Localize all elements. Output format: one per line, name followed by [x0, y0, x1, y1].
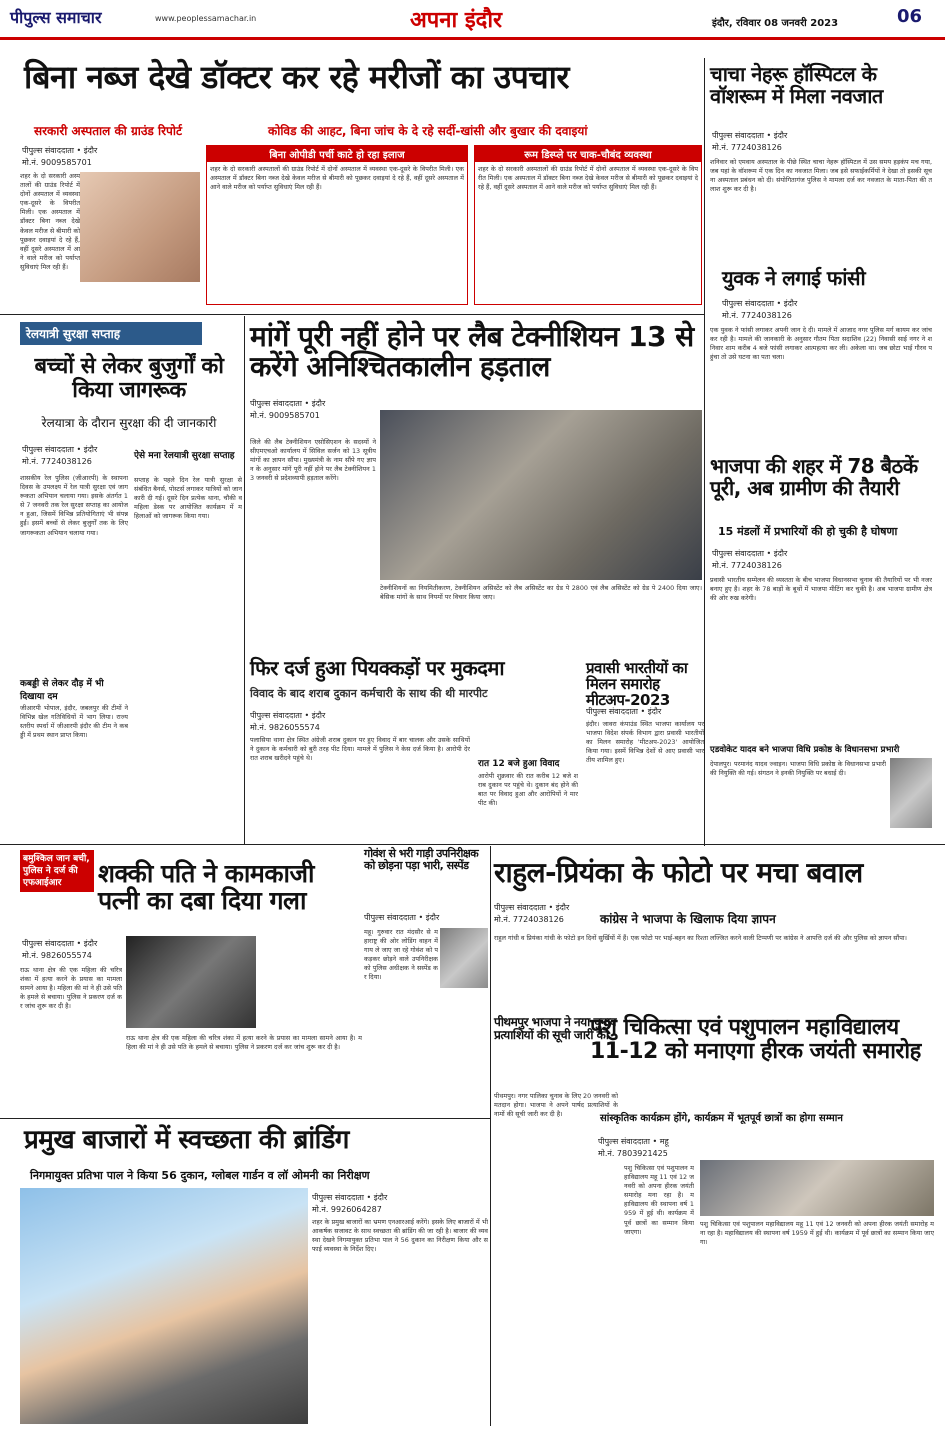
bjp-body: प्रवासी भारतीय सम्मेलन की व्यस्तता के बीच भाजपा विधानसभा चुनाव की तैयारियों पर भी नजर बनाए हुए है। शहर के 78 बाड़ों के बूथों में भाजपा मीटिंग कर चुकी है। अब भाजपा ग्रामीण क्षेत्र की ओर रुख करेगी।	[710, 576, 932, 603]
vet-body: पशु चिकित्सा एवं पशुपालन महाविद्यालय महू 11 एवं 12 जनवरी को अपना हीरक जयंती समारोह मना रहा है। महाविद्यालय की स्थापना वर्ष 1959 में हुई थी। कार्यक्रम में पूर्व छात्रों का सम्मान किया जाएगा।	[624, 1164, 694, 1236]
rail-byline	[22, 444, 97, 468]
rail-side-title: ऐसे मना रेलयात्री सुरक्षा सप्ताह	[134, 451, 235, 461]
lab-body: जिले की लैब टेक्नीशियन एसोसिएशन के सदस्यों ने सीएमएचओ कार्यालय में सिविल सर्जन को 13 सूत्रीय मांगों का ज्ञापन सौंपा। मुख्यमंत्री के नाम सौंपे गए ज्ञापन के अनुसार मांगें पूरी नहीं होने पर लैब टेक्नीशियन 13 जनवरी से प्रदेशव्यापी हड़ताल करेंगे।	[250, 438, 376, 483]
shakki-body-2: राऊ थाना क्षेत्र की एक महिला की चरित्र शंका में हत्या करने के प्रयास का मामला सामने आया है। महिला की मां ने ही उसे पति के हमले से बचाया। पुलिस ने प्रकरण दर्ज कर जांच शुरू कर दी है।	[126, 1034, 362, 1052]
nri-byline: पीपुल्स संवाददाता • इंदौर	[586, 707, 662, 716]
page-number: 06	[897, 6, 923, 27]
vet-body-2: पशु चिकित्सा एवं पशुपालन महाविद्यालय महू 11 एवं 12 जनवरी को अपना हीरक जयंती समारोह मना रहा है। महाविद्यालय की स्थापना वर्ष 1959 में हुई थी। कार्यक्रम में पूर्व छात्रों का सम्मान किया जाएगा।	[700, 1220, 934, 1247]
lead-box2-title: रूम डिस्प्ले पर चाक-चौबंद व्यवस्था	[475, 146, 701, 162]
rail-kabaddi-title: कबड्डी से लेकर दौड़ में भी दिखाया दम	[20, 679, 104, 702]
lead-sub2: कोविड की आहट, बिना जांच के दे रहे सर्दी-खांसी और बुखार की दवाइयां	[268, 124, 588, 138]
yuvak-headline: युवक ने लगाई फांसी	[722, 266, 866, 290]
lead-box1	[206, 145, 468, 305]
lead-box1-body: शहर के दो सरकारी अस्पतालों की ग्राउंड रिपोर्ट में दोनों अस्पताल में व्यवस्था एक-दूसरे के विपरीत मिली। एक अस्पताल में डॉक्टर बिना नब्ज देखे केवल मरीज से बीमारी को पूछकर दवाइयां दे रहे हैं, वहीं दूसरे अस्पताल में आने वाले मरीज को पर्याप्त सुविधाएं मिल रही हैं।	[210, 165, 464, 192]
divider	[704, 58, 705, 846]
lab-byline	[250, 398, 325, 422]
paper-url: www.peoplessamachar.in	[155, 14, 257, 23]
lead-box2	[474, 145, 702, 305]
byline: पीपुल्स संवाददाता • इंदौर	[494, 903, 570, 912]
byline: पीपुल्स संवाददाता • महू	[598, 1137, 669, 1146]
rahul-headline: राहुल-प्रियंका के फोटो पर मचा बवाल	[494, 856, 863, 889]
drunk-headline: फिर दर्ज हुआ पियक्कड़ों पर मुकदमा	[250, 656, 505, 680]
byline: पीपुल्स संवाददाता • इंदौर	[250, 711, 326, 720]
shakki-tag: बमुश्किल जान बची, पुलिस ने दर्ज की एफआईआर	[20, 850, 94, 892]
rail-tag: रेलयात्री सुरक्षा सप्ताह	[20, 322, 202, 345]
vet-byline	[598, 1136, 669, 1160]
lead-body: शहर के दो सरकारी अस्पतालों की ग्राउंड रिपोर्ट में दोनों अस्पताल में व्यवस्था एक-दूसरे के विपरीत मिली। एक अस्पताल में डॉक्टर बिना नब्ज देखे केवल मरीज से बीमारी को पूछकर दवाइयां दे रहे हैं, वहीं दूसरे अस्पताल में आने वाले मरीज को पर्याप्त सुविधाएं मिल रही हैं।	[20, 172, 80, 271]
mobile: मो.नं. 9826055574	[22, 951, 92, 960]
pulse-photo	[80, 172, 200, 282]
byline: पीपुल्स संवाददाता • इंदौर	[712, 131, 788, 140]
rail-kabaddi-body: जीआरपी भोपाल, इंदौर, जबलपुर की टीमों ने विभिन्न खेल गतिविधियों में भाग लिया। राज्य स्तरीय स्पर्धा में जीआरपी इंदौर की टीम ने कबड्डी में प्रथम स्थान प्राप्त किया।	[20, 704, 128, 740]
divider	[0, 844, 945, 845]
nri-body: इंदौर। जावरा कंपाउंड स्थित भाजपा कार्यालय पर भाजपा विदेश संपर्क विभाग द्वारा प्रवासी भारतीयों का मिलन समारोह 'मीटअप-2023' आयोजित किया गया। इसमें विभिन्न देशों से आए प्रवासी भारतीय शामिल हुए।	[586, 720, 704, 765]
mobile: मो.नं. 7724038126	[22, 457, 92, 466]
byline: पीपुल्स संवाददाता • इंदौर	[22, 939, 98, 948]
rail-body: शासकीय रेल पुलिस (जीआरपी) के स्थापना दिवस के उपलक्ष्य में रेल यात्री सुरक्षा एवं जागरूकता अभियान चलाया गया। इसके अंतर्गत 1 से 7 जनवरी तक रेल सुरक्षा सप्ताह का आयोजन हुआ, जिसमें विभिन्न प्रतियोगिताएं भी संपन्न हुईं। इसमें बच्चों से लेकर बुजुर्गों तक के लिए जागरूकता अभियान चलाया गया।	[20, 474, 128, 537]
officer-photo	[440, 928, 488, 988]
lead-headline: बिना नब्ज देखे डॉक्टर कर रहे मरीजों का उपचार	[24, 58, 570, 96]
nri-headline: प्रवासी भारतीयों का मिलन समारोह मीटअप-2023	[586, 659, 688, 710]
mobile: मो.नं. 9926064287	[312, 1205, 382, 1214]
drunk-night-body: आरोपी शुक्रवार की रात करीब 12 बजे शराब दुकान पर पहुंचे थे। दुकान बंद होने की बात पर विवाद हुआ और आरोपियों ने मारपीट की।	[478, 772, 578, 808]
issue-date: इंदौर, रविवार 08 जनवरी 2023	[712, 18, 839, 29]
byline: पीपुल्स संवाददाता • इंदौर	[712, 549, 788, 558]
gauvansh-headline: गोवंश से भरी गाड़ी उपनिरीक्षक को छोड़ना पड़ा भारी, सस्पेंड	[364, 847, 479, 872]
lab-headline: मांगें पूरी नहीं होने पर लैब टेक्नीशियन 13 से करेंगे अनिश्चितकालीन हड़ताल	[250, 320, 694, 384]
bjp-sub: 15 मंडलों में प्रभारियों की हो चुकी है घोषणा	[718, 525, 898, 538]
bjp-byline	[712, 548, 787, 572]
market-byline	[312, 1192, 387, 1216]
mobile: मो.नं. 9009585701	[250, 411, 320, 420]
lead-byline	[22, 145, 192, 169]
market-body: शहर के प्रमुख बाजारों का भ्रमण एनआरआई करेंगे। इसके लिए बाजारों में भी आकर्षक सजावट के साथ स्वच्छता की ब्रांडिंग की जा रही है। बाजार की व्यवस्था देखने निगमायुक्त प्रतिभा पाल ने 56 दुकान का निरीक्षण किया और सफाई व्यवस्था के निर्देश दिए।	[312, 1218, 488, 1254]
shakki-byline	[22, 938, 97, 962]
shakki-photo	[126, 936, 256, 1028]
drunk-sub: विवाद के बाद शराब दुकान कर्मचारी के साथ की थी मारपीट	[250, 687, 488, 700]
shakki-headline: शक्की पति ने कामकाजी पत्नी का दबा दिया गला	[98, 859, 315, 915]
lab-caption: टेक्नीशियनों का नियमितीकरण, टेक्नीशियन असिस्टेंट को लैब असिस्टेंट का ग्रेड पे 2800 एवं लैब असिस्टेंट को ग्रेड पे 2400 दिया जाए। बेसिक मांगों के साथ नियमों पर विचार किया जाए।	[380, 584, 702, 602]
drunk-body: पलासिया थाना क्षेत्र स्थित अंग्रेजी शराब दुकान पर हुए विवाद में बार चालक और उसके साथियों ने दुकान के कर्मचारी को बुरी तरह पीट दिया। मामले में पुलिस ने केस दर्ज किया है। आरोपी देर रात शराब खरीदने पहुंचे थे।	[250, 736, 470, 763]
gauvansh-body: महू। गुरुवार रात मंदसौर से महाराष्ट्र की ओर लोडिंग वाहन में गाय ले जाए जा रहे गोवंश को पकड़कर छोड़ने वाले उपनिरीक्षक को पुलिस अधीक्षक ने सस्पेंड कर दिया।	[364, 928, 438, 982]
vet-photo	[700, 1160, 934, 1216]
bjp-headline: भाजपा की शहर में 78 बैठकें पूरी, अब ग्रामीण की तैयारी	[710, 454, 918, 500]
mobile: मो.नं. 7724038126	[712, 561, 782, 570]
pith-body: पीथमपुर। नगर पालिका चुनाव के लिए 20 जनवरी को मतदान होगा। भाजपा ने अपने पार्षद प्रत्याशियों के नामों की सूची जारी कर दी है।	[494, 1092, 618, 1119]
yuvak-byline	[722, 298, 797, 322]
bjp-extra-title: एडवोकेट यादव बने भाजपा विधि प्रकोष्ठ के विधानसभा प्रभारी	[710, 745, 900, 755]
market-headline: प्रमुख बाजारों में स्वच्छता की ब्रांडिंग	[24, 1125, 349, 1155]
rail-headline: बच्चों से लेकर बुजुर्गों को किया जागरूक	[34, 354, 224, 403]
byline: पीपुल्स संवाददाता • इंदौर	[22, 445, 98, 454]
masthead	[0, 0, 945, 40]
drunk-night-title: रात 12 बजे हुआ विवाद	[478, 759, 560, 769]
advocate-photo	[890, 758, 932, 828]
mobile: मो.नं. 7724038126	[712, 143, 782, 152]
market-sub: निगमायुक्त प्रतिभा पाल ने किया 56 दुकान, ग्लोबल गार्डन व लॉ ओमनी का निरीक्षण	[30, 1169, 370, 1182]
divider	[0, 314, 704, 315]
byline: पीपुल्स संवाददाता • इंदौर	[22, 146, 98, 155]
rail-side-body: सप्ताह के पहले दिन रेल यात्री सुरक्षा से संबंधित बैनर्स, पोस्टर्स लगाकर यात्रियों को जानकारी दी गई। दूसरे दिन प्रत्येक थाना, चौकी व महिला डेस्क पर आयोजित कार्यक्रम में महिलाओं को जागरूक किया गया।	[134, 476, 242, 521]
shakki-body: राऊ थाना क्षेत्र की एक महिला की चरित्र शंका में हत्या करने के प्रयास का मामला सामने आया है। महिला की मां ने ही उसे पति के हमले से बचाया। पुलिस ने प्रकरण दर्ज कर जांच शुरू कर दी है।	[20, 966, 122, 1011]
lead-sub1: सरकारी अस्पताल की ग्राउंड रिपोर्ट	[34, 124, 182, 138]
mobile: मो.नं. 9009585701	[22, 158, 92, 167]
rahul-body: राहुल गांधी व प्रियंका गांधी के फोटो इन दिनों सुर्खियों में हैं। एक फोटो पर भाई-बहन का रिश्ता लज्जित करने वाली टिप्पणी पर कांग्रेस ने आपत्ति दर्ज की और पुलिस को ज्ञापन सौंपा।	[494, 934, 907, 942]
lead-box1-title: बिना ओपीडी पर्ची काटे हो रहा इलाज	[207, 146, 467, 162]
rahul-sub: कांग्रेस ने भाजपा के खिलाफ दिया ज्ञापन	[600, 912, 776, 926]
mobile: मो.नं. 7724038126	[722, 311, 792, 320]
rahul-byline	[494, 902, 569, 926]
byline: पीपुल्स संवाददाता • इंदौर	[722, 299, 798, 308]
section-title: अपना इंदौर	[410, 8, 503, 33]
chacha-body: शनिवार को एमवाय अस्पताल के पीछे स्थित चाचा नेहरू हॉस्पिटल में उस समय हड़कंप मच गया, जब यहां के वॉशरूम में एक दिन का नवजात मिला। जब इसे सफाईकर्मियों ने देखा तो इसकी सूचना अस्पताल प्रबंधन को दी। संयोगितागंज पुलिस ने मामला दर्ज कर नवजात के माता-पिता की तलाश शुरू कर दी है।	[710, 158, 932, 194]
byline: पीपुल्स संवाददाता • इंदौर	[250, 399, 326, 408]
yuvak-body: एक युवक ने फांसी लगाकर अपनी जान दे दी। मामले में आजाद नगर पुलिस मर्ग कायम कर जांच कर रही है। मामले की जानकारी के अनुसार गौतम पिता सदाशिव (22) निवासी साई नगर ने शनिवार शाम करीब 4 बजे फांसी लगाकर आत्महत्या कर ली। अकेला था। जब छोटा भाई गौरव पहुंचा तो उसे घटना का पता चला।	[710, 326, 932, 362]
divider	[490, 846, 491, 1426]
mobile: मो.नं. 7724038126	[494, 915, 564, 924]
mobile: मो.नं. 7803921425	[598, 1149, 668, 1158]
chacha-headline: चाचा नेहरू हॉस्पिटल के वॉशरूम में मिला नवजात	[710, 62, 883, 108]
chacha-byline	[712, 130, 787, 154]
lab-photo	[380, 410, 702, 580]
divider	[244, 316, 245, 844]
bjp-extra-body: देपालपुर। परमानंद यादव ज्वाइन। भाजपा विधि प्रकोष्ठ के विधानसभा प्रभारी की नियुक्ति की गई। संगठन ने इनकी नियुक्ति पर बधाई दी।	[710, 760, 886, 778]
lead-box2-body: शहर के दो सरकारी अस्पतालों की ग्राउंड रिपोर्ट में दोनों अस्पताल में व्यवस्था एक-दूसरे के विपरीत मिली। एक अस्पताल में डॉक्टर बिना नब्ज देखे केवल मरीज से बीमारी को पूछकर दवाइयां दे रहे हैं, वहीं दूसरे अस्पताल में आने वाले मरीज को पर्याप्त सुविधाएं मिल रही हैं।	[478, 165, 698, 192]
paper-name: पीपुल्स समाचार	[10, 8, 102, 27]
rail-sub: रेलयात्रा के दौरान सुरक्षा की दी जानकारी	[41, 416, 217, 430]
vet-headline: पशु चिकित्सा एवं पशुपालन महाविद्यालय 11-12 को मनाएगा हीरक जयंती समारोह	[590, 1015, 921, 1064]
gauvansh-byline: पीपुल्स संवाददाता • इंदौर	[364, 913, 440, 922]
divider	[0, 1118, 490, 1119]
byline: पीपुल्स संवाददाता • इंदौर	[312, 1193, 388, 1202]
pith-headline: पीथमपुर भाजपा ने नया चुनाव प्रत्याशियों की सूची जारी की	[494, 1015, 617, 1042]
drunk-byline	[250, 710, 325, 734]
vet-sub: सांस्कृतिक कार्यक्रम होंगे, कार्यक्रम में भूतपूर्व छात्रों का होगा सम्मान	[600, 1113, 843, 1124]
market-photo	[20, 1188, 308, 1424]
mobile: मो.नं. 9826055574	[250, 723, 320, 732]
